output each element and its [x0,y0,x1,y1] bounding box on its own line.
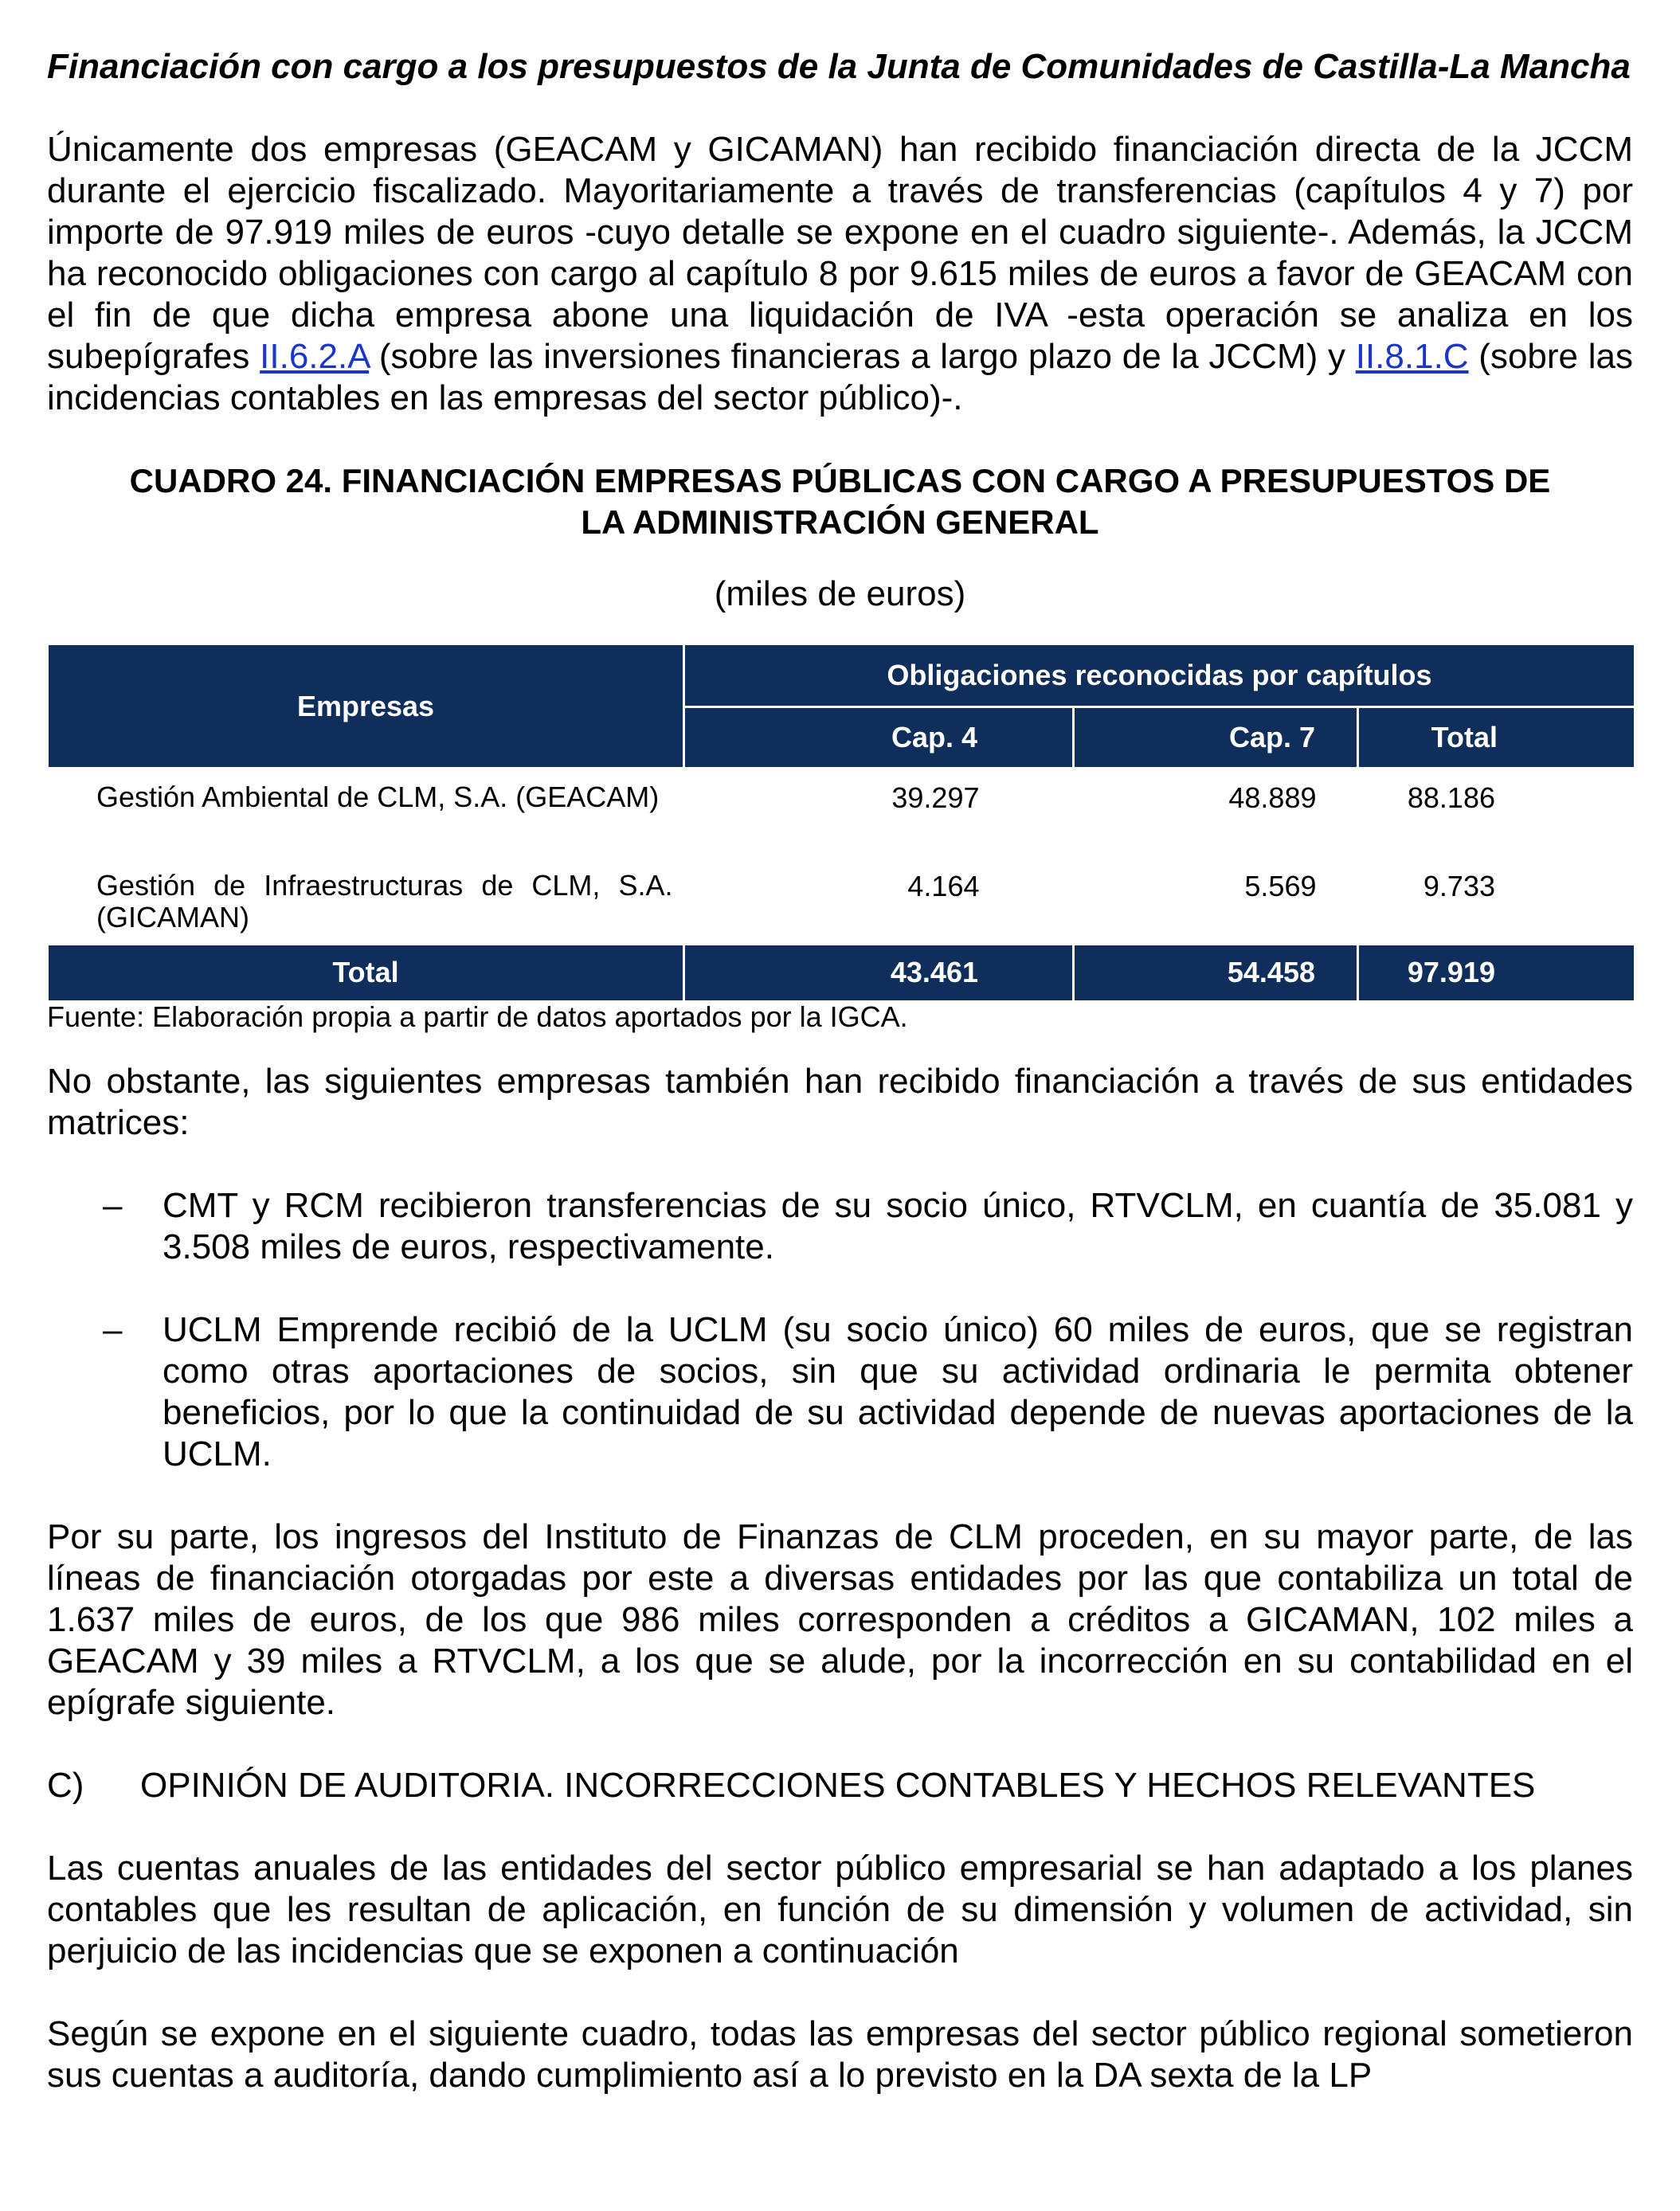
dash-icon: – [103,1186,123,1225]
header-cap4: Cap. 4 [684,707,1074,768]
row-cap4: 4.164 [907,870,980,902]
document-page [47,46,1633,2096]
table-caption-line-1: CUADRO 24. FINANCIACIÓN EMPRESAS PÚBLICAS CON CARGO A PRESUPUESTOS DE [129,462,1551,499]
bullet-text: UCLM Emprende recibió de la UCLM (su socio único) 60 miles de euros, que se registran como otras aportaciones de socios, sin que su actividad ordinaria le permita obtener beneficios, por lo que la continuidad de su actividad depende de nuevas aportaciones de la UCLM. [163,1310,1633,1473]
section-c-heading [47,1765,1633,1806]
paragraph-matrices: No obstante, las siguientes empresas también han recibido financiación a través de sus entidades matrices: [47,1062,1633,1142]
link-ii-8-1-c[interactable]: II.8.1.C [1355,337,1469,376]
total-total: 97.919 [1358,945,1635,1000]
table-caption [47,460,1633,543]
header-total: Total [1358,707,1635,768]
intro-text-1: Únicamente dos empresas (GEACAM y GICAMAN) han recibido financiación directa de la JCCM durante el ejercicio fiscalizado. Mayoritariamente a través de transferencias (capítulos 4 y 7) por importe de 97.919 miles de euros -cuyo detalle se expone en el cuadro siguiente-. Además, la JCCM ha reconocido obligaciones con cargo al capítulo 8 por 9.615 miles de euros a favor de GEACAM con el fin de que dicha empresa abone una liquidación de IVA -esta operación se analiza en los subepígrafes [47,130,1633,376]
table-source: Fuente: Elaboración propia a partir de datos aportados por la IGCA. [47,1000,908,1033]
bullet-item [47,1309,1633,1475]
row-total: 9.733 [1423,870,1495,902]
row-total: 88.186 [1407,781,1495,814]
section-heading: Financiación con cargo a los presupuestos de la Junta de Comunidades de Castilla-La Mancha [47,47,1631,86]
row-empresa: Gestión Ambiental de CLM, S.A. (GEACAM) [96,781,660,813]
total-label: Total [49,945,684,1000]
table-units: (miles de euros) [714,574,966,613]
intro-paragraph [47,129,1633,419]
header-empresas: Empresas [49,645,684,767]
dash-icon: – [103,1310,123,1349]
link-ii-6-2-a[interactable]: II.6.2.A [260,337,370,376]
row-cap4: 39.297 [891,781,980,814]
table-row [49,767,1634,855]
table-caption-line-2: LA ADMINISTRACIÓN GENERAL [581,503,1099,541]
table-row [49,855,1634,945]
row-cap7: 5.569 [1244,870,1317,902]
section-letter: C) [47,1766,84,1805]
section-title: OPINIÓN DE AUDITORIA. INCORRECCIONES CONTABLES Y HECHOS RELEVANTES [140,1766,1536,1805]
total-cap7: 54.458 [1074,945,1358,1000]
financing-table [49,645,1634,1000]
row-cap7: 48.889 [1228,781,1317,814]
table-total-row [49,945,1634,1000]
paragraph-auditoria: Según se expone en el siguiente cuadro, todas las empresas del sector público regional sometieron sus cuentas a auditoría, dando cumplimiento así a lo previsto en la DA sexta de la LP [47,2014,1633,2095]
intro-text-2: (sobre las inversiones financieras a largo plazo de la JCCM) y [369,337,1356,376]
row-empresa: Gestión de Infraestructuras de CLM, S.A. (GICAMAN) [96,869,673,933]
total-cap4: 43.461 [684,945,1074,1000]
paragraph-cuentas: Las cuentas anuales de las entidades del sector público empresarial se han adaptado a los planes contables que les resultan de aplicación, en función de su dimensión y volumen de actividad, sin perjuicio de las incidencias que se exponen a continuación [47,1849,1633,1970]
bullet-item [47,1185,1633,1268]
header-obligaciones: Obligaciones reconocidas por capítulos [684,645,1635,707]
intro-text-3: (sobre las incidencias contables en las empresas del sector público)-. [47,337,1634,417]
header-cap7: Cap. 7 [1074,707,1358,768]
paragraph-instituto: Por su parte, los ingresos del Instituto de Finanzas de CLM proceden, en su mayor parte, de las líneas de financiación otorgadas por este a diversas entidades por las que contabiliza un total de 1.637 miles de euros, de los que 986 miles corresponden a créditos a GICAMAN, 102 miles a GEACAM y 39 miles a RTVCLM, a los que se alude, por la incorrección en su contabilidad en el epígrafe siguiente. [47,1517,1633,1722]
bullet-text: CMT y RCM recibieron transferencias de su socio único, RTVCLM, en cuantía de 35.081 y 3.508 miles de euros, respectivamente. [163,1186,1633,1266]
